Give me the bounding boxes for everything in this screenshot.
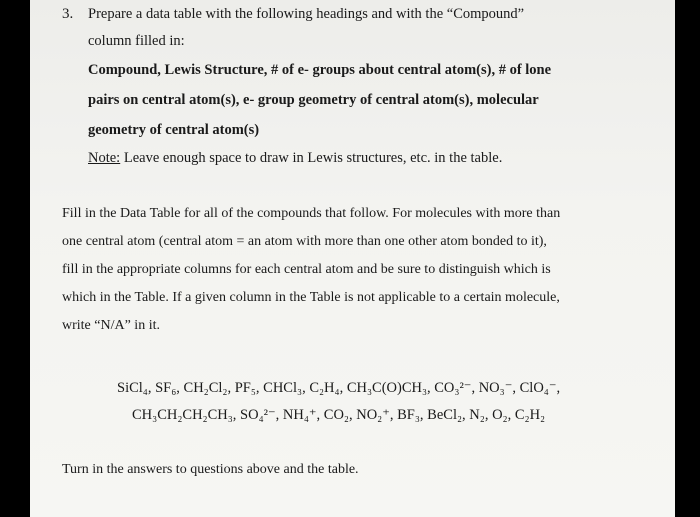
instructions-line-1: Fill in the Data Table for all of the compounds that follow. For molecules with more than (62, 206, 561, 221)
headings-line-3: geometry of central atom(s) (88, 122, 260, 138)
question-line-1: Prepare a data table with the following headings and with the “Compound” (88, 6, 525, 22)
instructions-line-3: fill in the appropriate columns for each central atom and be sure to distinguish which is (62, 262, 551, 277)
note-text: Leave enough space to draw in Lewis structures, etc. in the table. (120, 150, 503, 166)
question-number: 3. (62, 6, 74, 22)
compounds-line-2: CH₃CH₂CH₂CH₃, SO₄²⁻, NH₄⁺, CO₂, NO₂⁺, BF₃, BeCl₂, N₂, O₂, C₂H₂ (132, 407, 546, 423)
note-label: Note: (88, 150, 121, 166)
note-line (88, 150, 502, 167)
instructions-line-4: which in the Table. If a given column in the Table is not applicable to a certain molecule, (62, 290, 560, 305)
footer-instruction: Turn in the answers to questions above and the table. (62, 462, 359, 477)
compounds-line-1: SiCl₄, SF₆, CH₂Cl₂, PF₅, CHCl₃, C₂H₄, CH₃C(O)CH₃, CO₃²⁻, NO₃⁻, ClO₄⁻, (117, 380, 561, 396)
headings-line-1: Compound, Lewis Structure, # of e- groups about central atom(s), # of lone (88, 62, 552, 78)
headings-line-2: pairs on central atom(s), e- group geometry of central atom(s), molecular (88, 92, 539, 108)
instructions-line-2: one central atom (central atom = an atom with more than one other atom bonded to it), (62, 234, 547, 249)
question-line-2: column filled in: (88, 33, 185, 49)
instructions-line-5: write “N/A” in it. (62, 318, 160, 333)
